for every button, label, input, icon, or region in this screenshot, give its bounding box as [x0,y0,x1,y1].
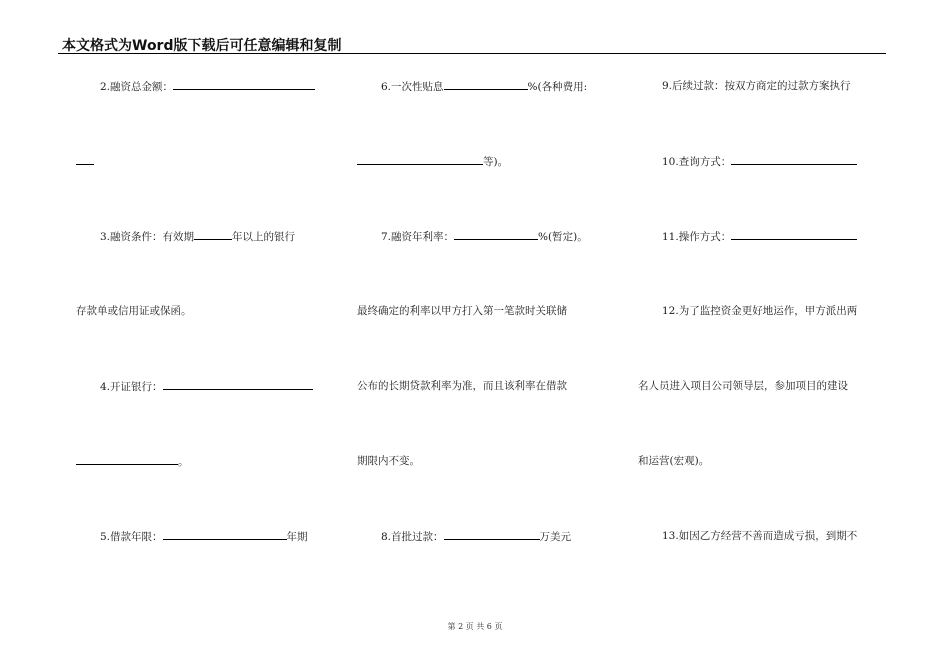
clause-7-blank [454,228,538,240]
clause-8-label: 8.首批过款： [381,531,444,543]
clause-5-label: 5.借款年限： [100,531,163,543]
clause-2-line [76,78,345,94]
clause-3-label: 3.融资条件：有效期 [100,231,195,243]
clause-7-note-2: 公布的长期贷款利率为准，而且该利率在借款 [357,380,567,392]
clause-2-continuation [76,153,321,169]
clause-11-line [638,228,907,244]
clause-6-label: 6.一次性贴息 [381,81,444,93]
clause-8-suffix: 万美元 [539,531,572,543]
clause-6-blank [444,78,528,90]
clause-8-line [357,528,626,544]
clause-6-line [357,78,626,94]
clause-9-line: 9.后续过款：按双方商定的过款方案执行 [662,80,851,92]
clause-3-continuation: 存款单或信用证或保函。 [76,305,192,317]
clause-2-blank [173,78,315,90]
clause-11-label: 11.操作方式： [662,231,732,243]
clause-6-cont-blank [357,153,483,165]
clause-5-blank [163,528,287,540]
clause-2-cont-blank [76,153,94,165]
clause-7-note-1: 最终确定的利率以甲方打入第一笔款时关联储 [357,305,567,317]
clause-3-blank [194,228,232,240]
clause-4-label: 4.开证银行： [100,381,163,393]
clause-4-continuation: 。 [76,453,321,469]
clause-5-suffix: 年期 [286,531,308,543]
clause-10-label: 10.查询方式： [662,156,732,168]
clause-6-suffix: %(各种费用: [527,81,588,93]
clause-3-line [76,228,345,244]
clause-8-blank [444,528,540,540]
clause-4-line [76,378,345,394]
column-middle [357,0,602,672]
clause-7-label: 7.融资年利率： [381,231,455,243]
clause-7-suffix: %(暂定)。 [538,231,588,243]
clause-4-cont-blank [76,453,178,465]
clause-7-line [357,228,626,244]
page-number-footer: 第 2 页 共 6 页 [447,622,503,631]
clause-7-note-3: 期限内不变。 [357,455,420,467]
clause-5-line [76,528,345,544]
document-header-title: 本文格式为Word版下载后可任意编辑和复制 [62,38,342,54]
column-left [76,0,321,672]
clause-2-label: 2.融资总金额： [100,81,174,93]
clause-4-blank [163,378,313,390]
clause-12-line-1: 12.为了监控资金更好地运作，甲方派出两 [662,305,858,317]
clause-6-continuation: 等)。 [357,153,602,169]
clause-11-blank [731,228,857,240]
clause-10-blank [731,153,857,165]
clause-10-line [638,153,907,169]
clause-13-line: 13.如因乙方经营不善而造成亏损，到期不 [662,530,858,542]
column-right [638,0,883,672]
clause-12-line-2: 名人员进入项目公司领导层，参加项目的建设 [638,380,848,392]
clause-3-suffix: 年以上的银行 [232,231,296,243]
clause-12-line-3: 和运营(宏观)。 [638,455,710,467]
